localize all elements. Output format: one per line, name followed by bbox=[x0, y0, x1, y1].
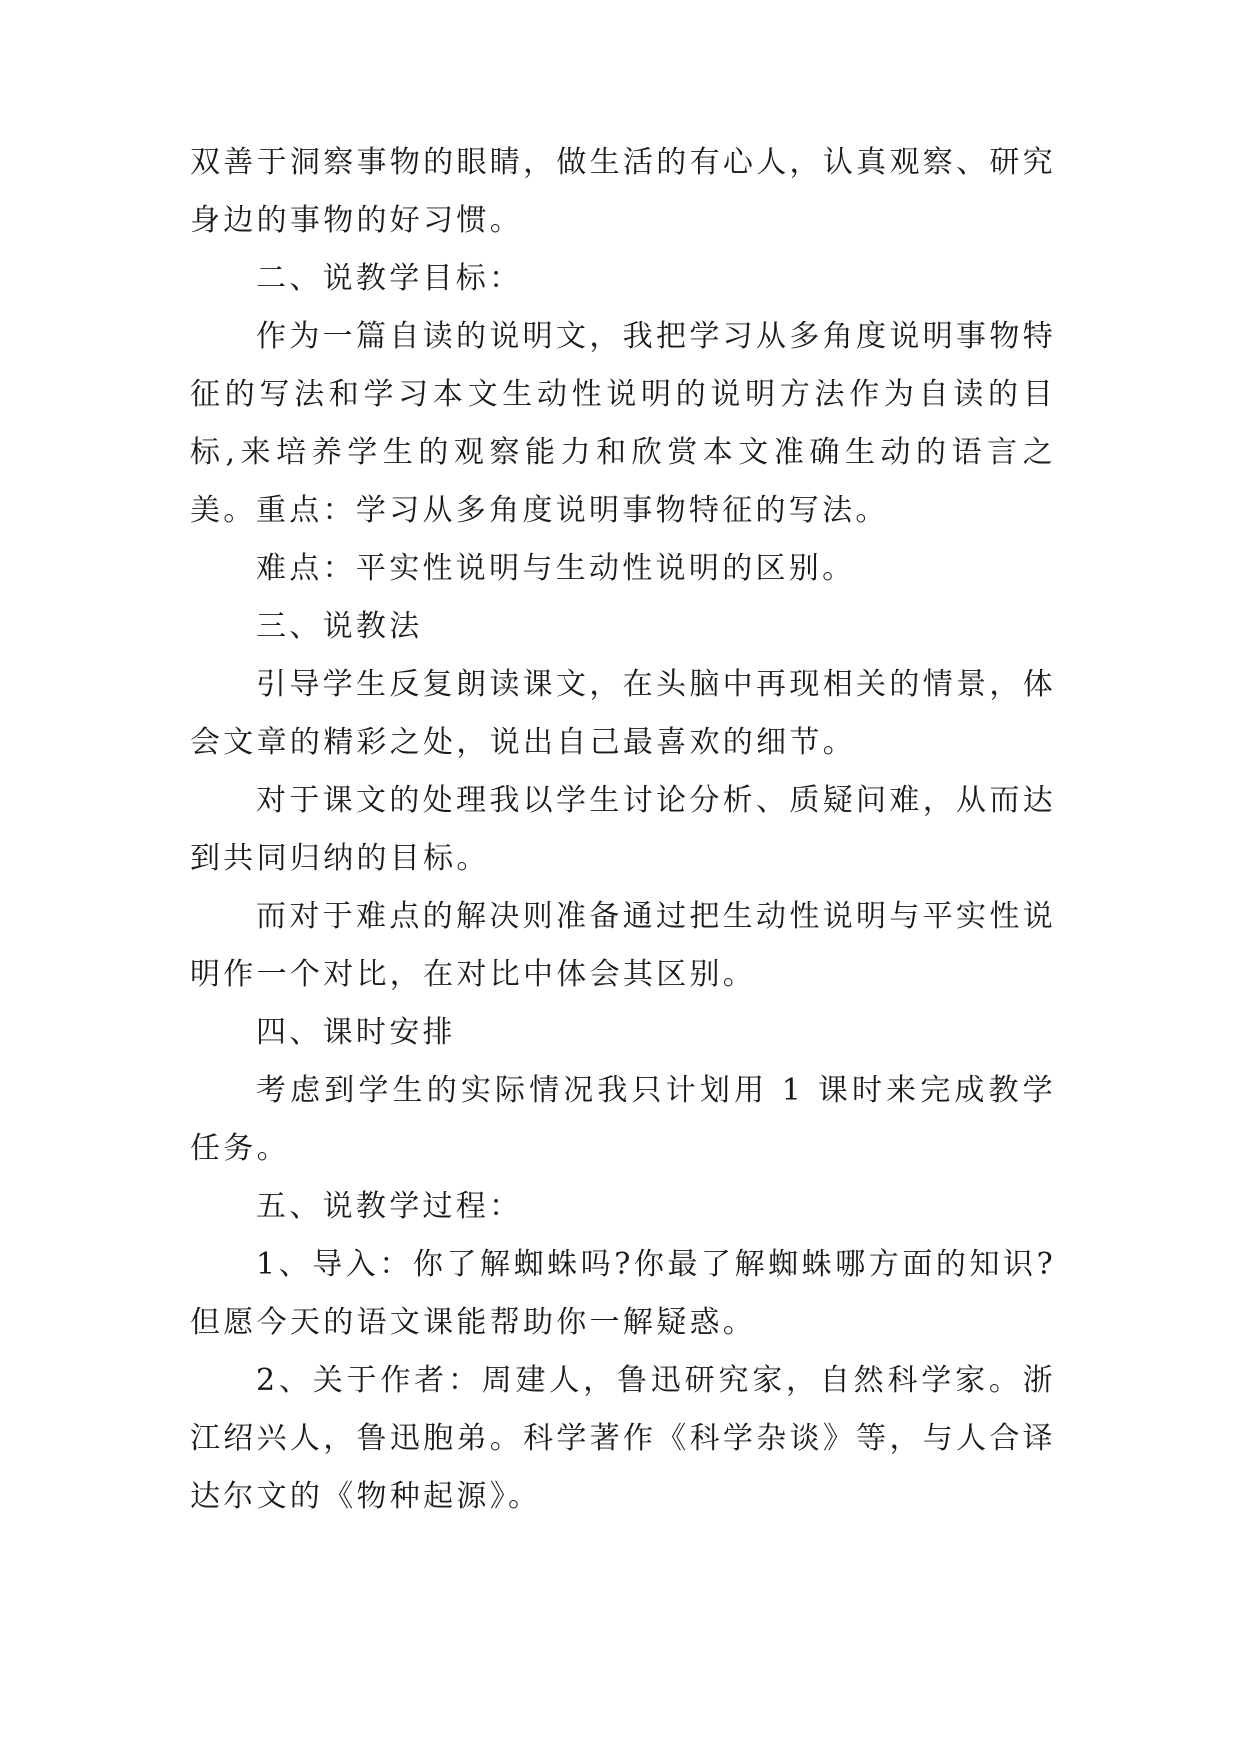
paragraph-introduction: 1、导入：你了解蜘蛛吗?你最了解蜘蛛哪方面的知识?但愿今天的语文课能帮助你一解疑惑。 bbox=[190, 1247, 1056, 1340]
paragraph-schedule: 考虑到学生的实际情况我只计划用 1 课时来完成教学任务。 bbox=[190, 1073, 1056, 1166]
paragraph-teaching-goals: 作为一篇自读的说明文，我把学习从多角度说明事物特征的写法和学习本文生动性说明的说明方法作为自读的目标,来培养学生的观察能力和欣赏本文准确生动的语言之美。 bbox=[190, 319, 1056, 528]
paragraph-difficult-point: 难点：平实性说明与生动性说明的区别。 bbox=[256, 551, 856, 586]
section-heading-schedule: 四、课时安排 bbox=[256, 1015, 456, 1050]
section-heading-teaching-goals: 二、说教学目标： bbox=[256, 261, 523, 296]
paragraph-method-reading: 引导学生反复朗读课文，在头脑中再现相关的情景，体会文章的精彩之处，说出自己最喜欢的细节。 bbox=[190, 667, 1056, 760]
section-heading-teaching-process: 五、说教学过程： bbox=[256, 1189, 523, 1224]
paragraph-continuation: 双善于洞察事物的眼睛，做生活的有心人，认真观察、研究身边的事物的好习惯。 bbox=[190, 145, 1056, 238]
paragraph-key-point: 重点：学习从多角度说明事物特征的写法。 bbox=[256, 493, 889, 528]
paragraph-method-discussion: 对于课文的处理我以学生讨论分析、质疑问难，从而达到共同归纳的目标。 bbox=[190, 783, 1056, 876]
paragraph-about-author: 2、关于作者：周建人，鲁迅研究家，自然科学家。浙江绍兴人，鲁迅胞弟。科学著作《科学杂谈》等，与人合译达尔文的《物种起源》。 bbox=[190, 1363, 1056, 1514]
paragraph-method-comparison: 而对于难点的解决则准备通过把生动性说明与平实性说明作一个对比，在对比中体会其区别。 bbox=[190, 899, 1056, 992]
section-heading-teaching-methods: 三、说教法 bbox=[256, 609, 423, 644]
